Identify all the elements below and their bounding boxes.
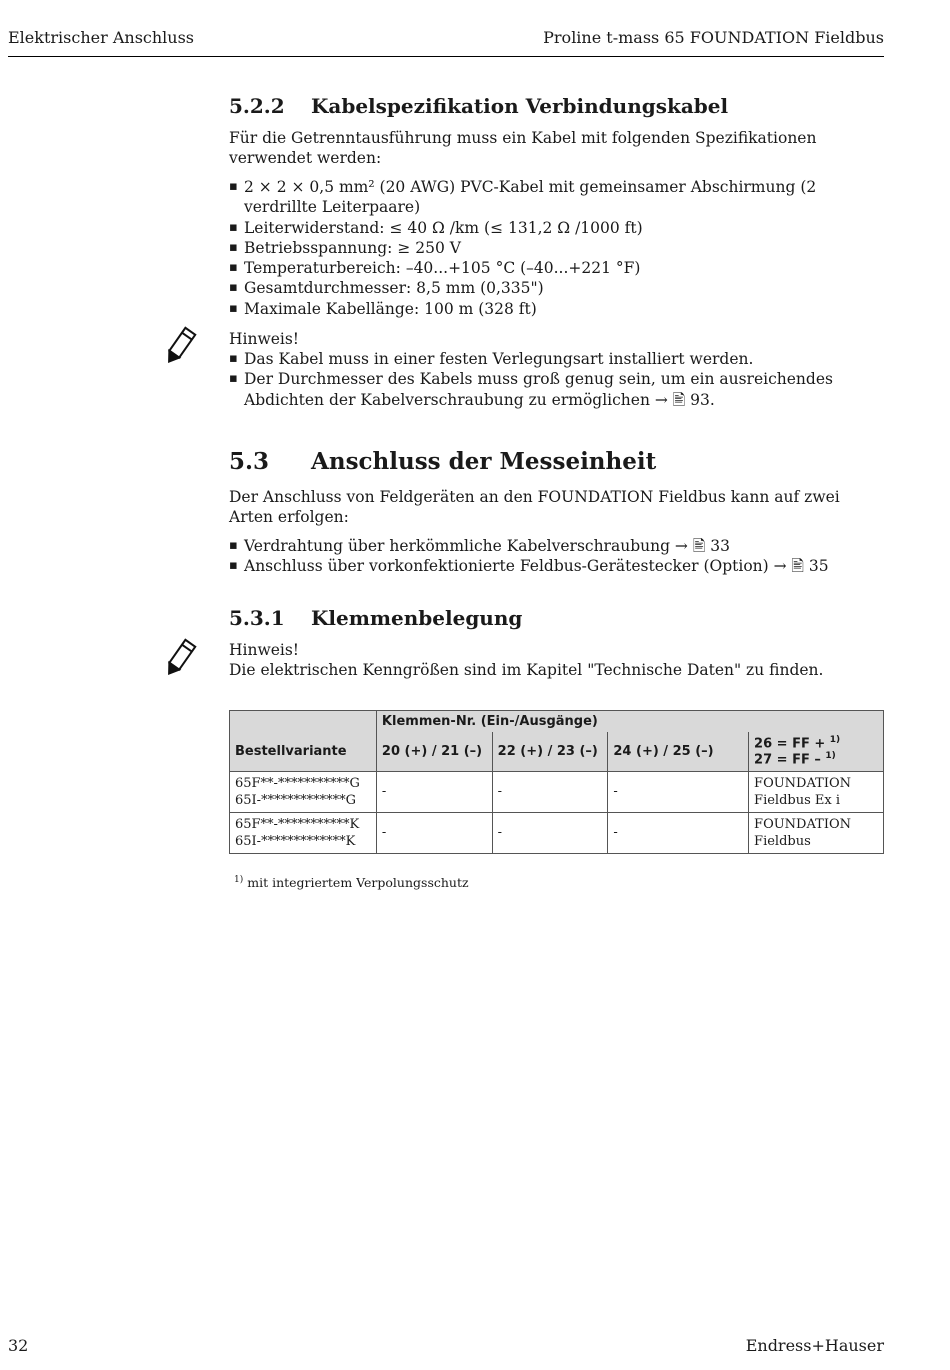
cell-line: Fieldbus Ex i xyxy=(754,792,841,808)
intro-paragraph: Der Anschluss von Feldgeräten an den FOUNDATION Fieldbus kann auf zwei Arten erfolgen: xyxy=(229,488,840,526)
list-item: ▪ Leiterwiderstand: ≤ 40 Ω /km (≤ 131,2 Ω /1000 ft) xyxy=(229,218,884,238)
cell-line: 65I-*************K xyxy=(235,833,356,849)
heading-5-3 xyxy=(229,448,656,475)
table-header-cell: Bestellvariante xyxy=(230,732,377,771)
list-item: ▪ Das Kabel muss in einer festen Verlegungsart installiert werden. xyxy=(229,349,884,369)
table-header-cell xyxy=(749,732,884,771)
heading-5-3-1 xyxy=(229,606,522,630)
footnote-marker: 1) xyxy=(234,875,244,885)
note-list xyxy=(229,349,884,410)
table-group-header: Klemmen-Nr. (Ein-/Ausgänge) xyxy=(376,711,883,733)
heading-number: 5.3 xyxy=(229,448,270,475)
list-item: ▪ Temperaturbereich: –40...+105 °C (–40...+221 °F) xyxy=(229,258,884,278)
table-cell: - xyxy=(376,771,492,812)
heading-5-2-2 xyxy=(229,94,728,118)
heading-text: Klemmenbelegung xyxy=(311,606,523,630)
table-cell: - xyxy=(492,771,608,812)
heading-text: Anschluss der Messeinheit xyxy=(311,448,657,475)
list-item: ▪ Gesamtdurchmesser: 8,5 mm (0,335") xyxy=(229,278,884,298)
footnote-marker: 1) xyxy=(825,751,836,762)
header-line xyxy=(754,735,878,751)
table-cell: - xyxy=(492,812,608,853)
cell-line: 65I-*************G xyxy=(235,792,356,808)
footnote-text: mit integriertem Verpolungsschutz xyxy=(247,875,469,891)
table-header-cell: 20 (+) / 21 (–) xyxy=(376,732,492,771)
list-item: ▪ 2 × 2 × 0,5 mm² (20 AWG) PVC-Kabel mit gemeinsamer Abschirmung (2 verdrillte Leiterpaare) xyxy=(229,177,884,218)
header-line xyxy=(754,751,878,767)
heading-number: 5.2.2 xyxy=(229,94,285,118)
header-section-title: Elektrischer Anschluss xyxy=(8,28,195,47)
table-row xyxy=(230,771,884,812)
header-product-title: Proline t-mass 65 FOUNDATION Fieldbus xyxy=(543,28,884,47)
table-header-cell xyxy=(230,711,377,733)
table-cell xyxy=(230,771,377,812)
table-cell xyxy=(749,812,884,853)
cell-line: FOUNDATION xyxy=(754,775,851,791)
table-cell xyxy=(749,771,884,812)
heading-text: Kabelspezifikation Verbindungskabel xyxy=(311,94,729,118)
table-header-cell: 22 (+) / 23 (–) xyxy=(492,732,608,771)
table-footnote xyxy=(234,875,469,890)
cell-line: Fieldbus xyxy=(754,833,811,849)
heading-number: 5.3.1 xyxy=(229,606,285,630)
pencil-note-icon xyxy=(160,638,200,678)
cell-line: 65F**-***********G xyxy=(235,775,360,791)
pencil-note-icon xyxy=(160,326,200,366)
table-row xyxy=(230,812,884,853)
cable-spec-list xyxy=(229,177,884,319)
terminal-assignment-table xyxy=(229,710,884,854)
list-item: ▪ Maximale Kabellänge: 100 m (328 ft) xyxy=(229,299,884,319)
table-header-cell: 24 (+) / 25 (–) xyxy=(608,732,749,771)
cell-line: 65F**-***********K xyxy=(235,816,360,832)
table-cell xyxy=(230,812,377,853)
connection-methods-list xyxy=(229,536,884,577)
footnote-marker: 1) xyxy=(829,735,841,745)
note-label: Hinweis! xyxy=(229,641,300,659)
header-text: 26 = FF + xyxy=(754,736,826,752)
table-cell: - xyxy=(608,771,749,812)
list-item: ▪ Betriebsspannung: ≥ 250 V xyxy=(229,238,884,258)
header-text: 27 = FF – xyxy=(754,752,821,768)
table-cell: - xyxy=(608,812,749,853)
list-item: ▪ Anschluss über vorkonfektionierte Feldbus-Gerätestecker (Option) → 🖹 35 xyxy=(229,556,884,576)
list-item: ▪ Der Durchmesser des Kabels muss groß genug sein, um ein ausreichendes Abdichten der Kabelverschraubung zu ermöglichen → 🖹 93. xyxy=(229,369,884,410)
table-cell: - xyxy=(376,812,492,853)
note-label: Hinweis! xyxy=(229,330,300,348)
header-rule xyxy=(8,56,884,57)
cell-line: FOUNDATION xyxy=(754,816,851,832)
footer-brand: Endress+Hauser xyxy=(745,1336,884,1355)
list-item: ▪ Verdrahtung über herkömmliche Kabelverschraubung → 🖹 33 xyxy=(229,536,884,556)
note-text: Die elektrischen Kenngrößen sind im Kapitel "Technische Daten" zu finden. xyxy=(229,661,824,679)
intro-paragraph: Für die Getrenntausführung muss ein Kabel mit folgenden Spezifikationen verwendet werden: xyxy=(229,129,817,167)
page-number: 32 xyxy=(8,1336,29,1355)
